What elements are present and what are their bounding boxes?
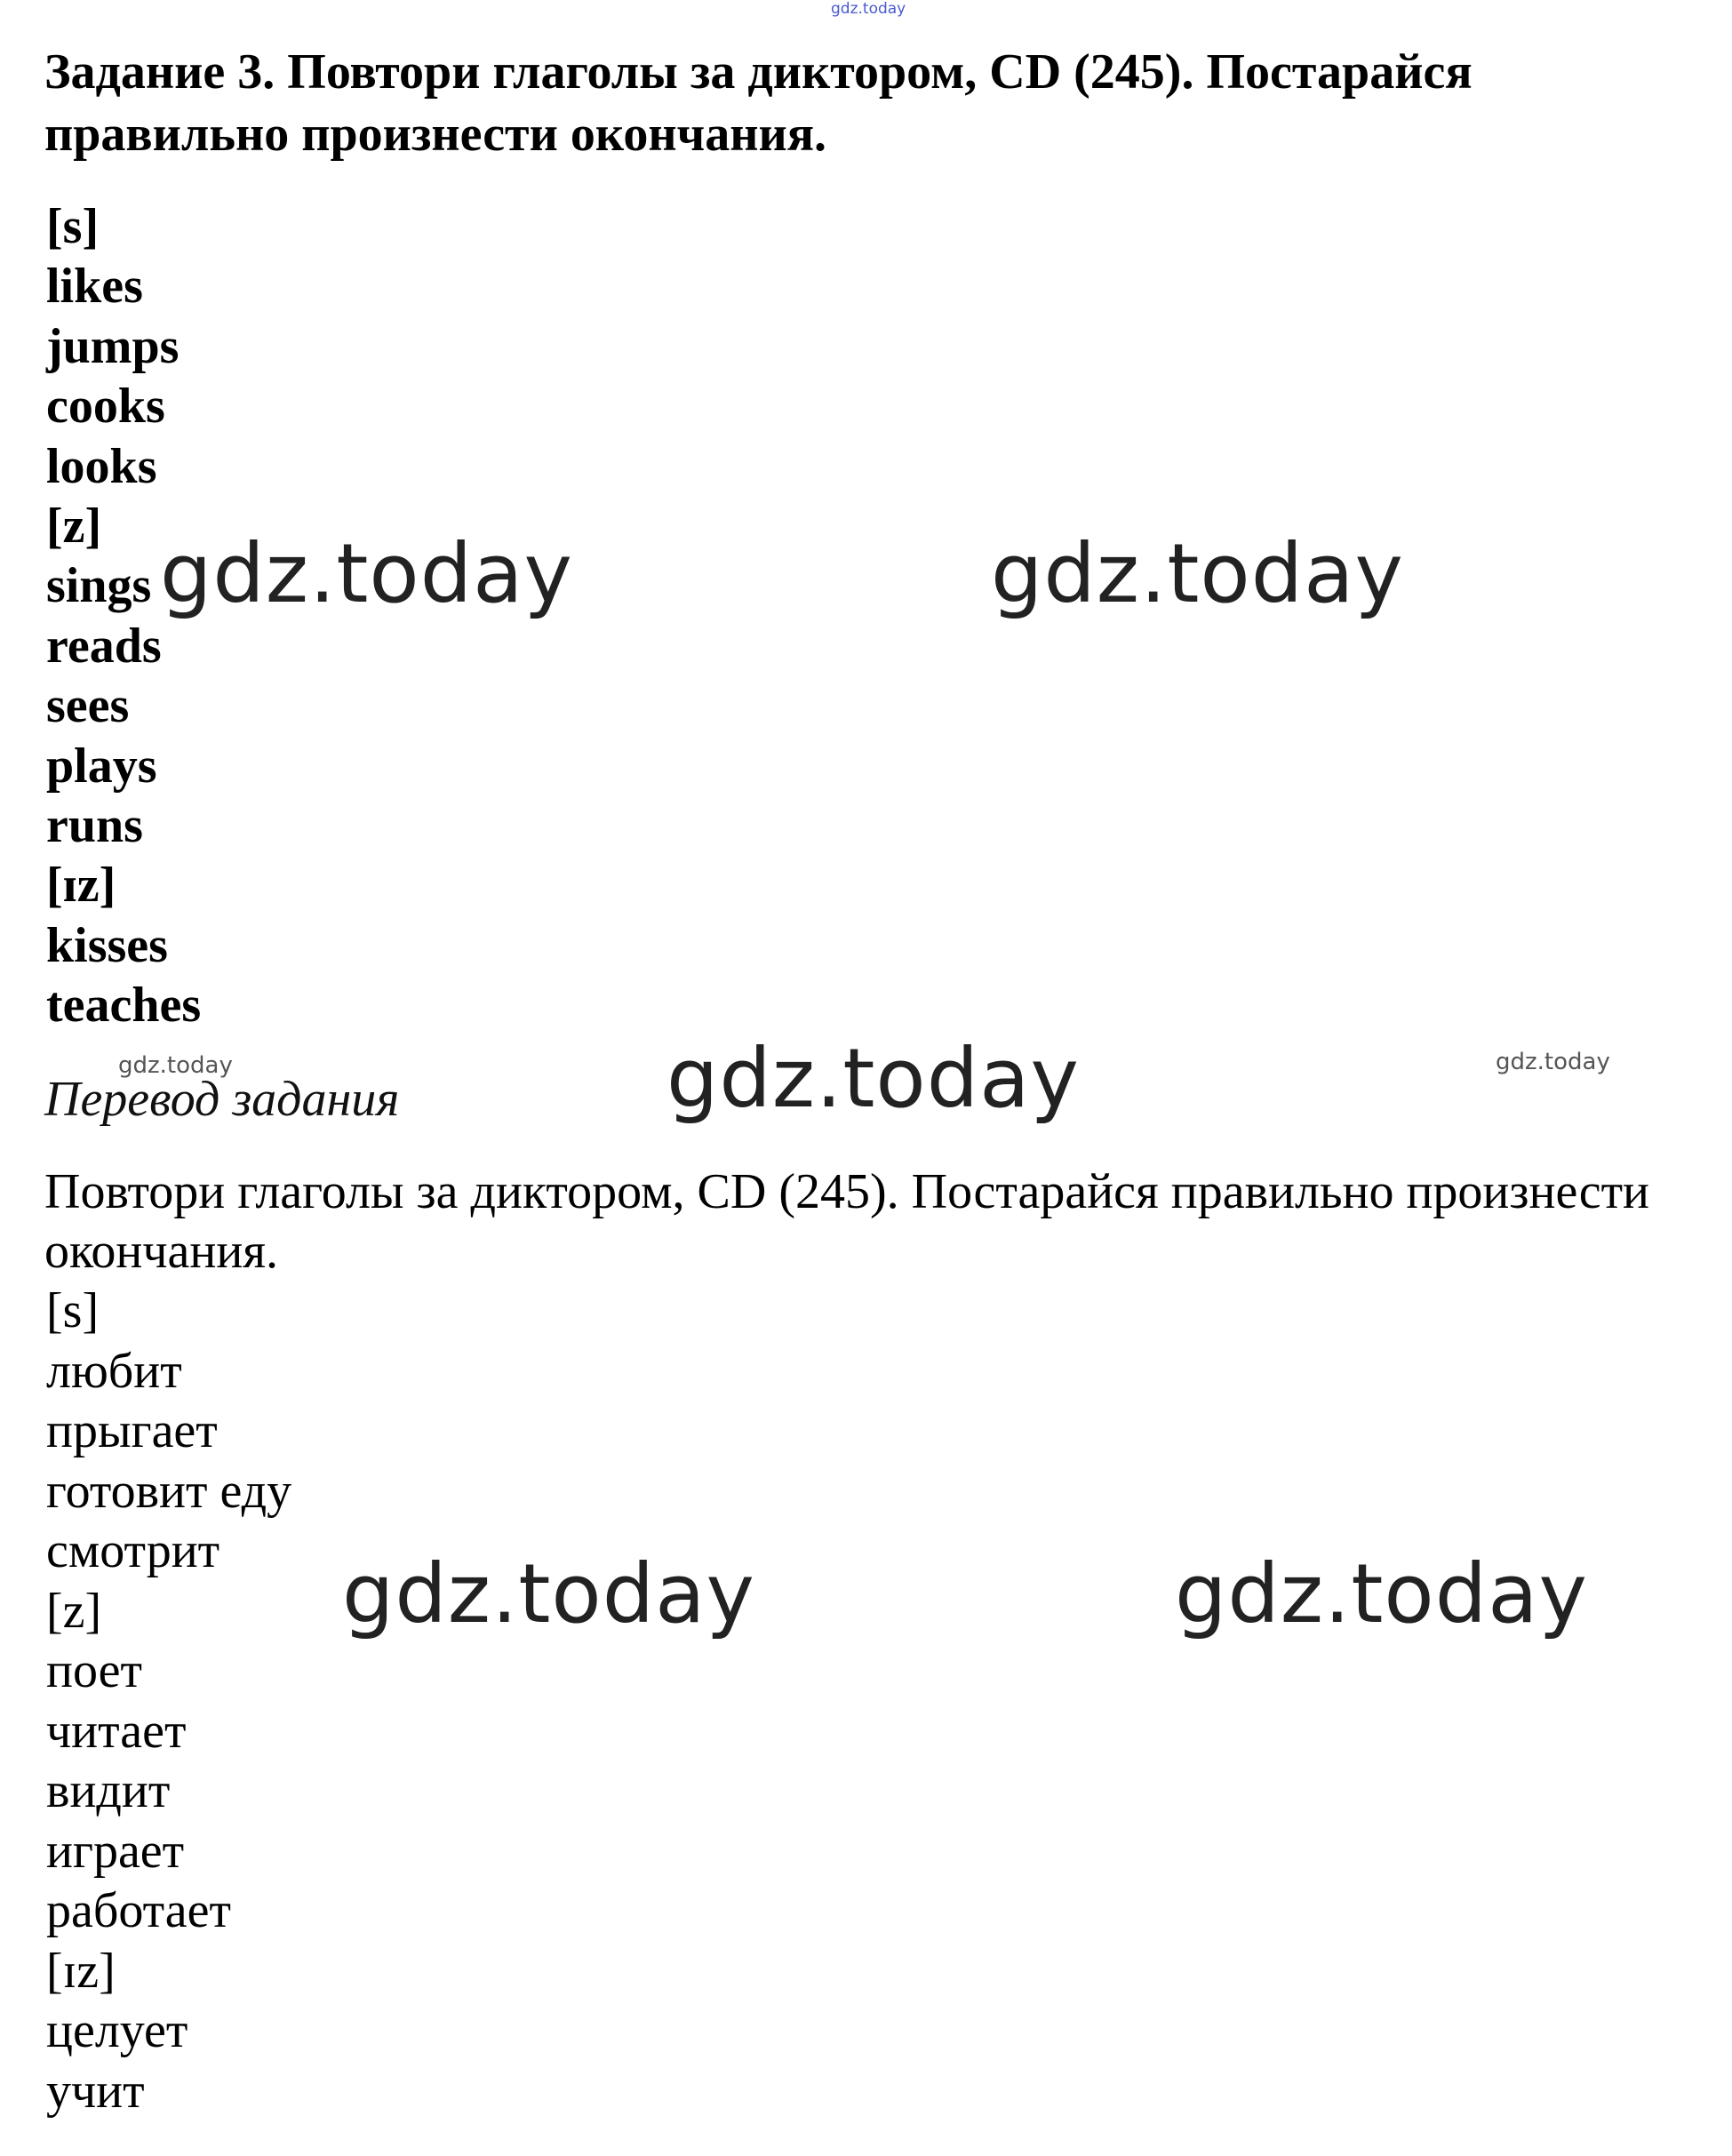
list-item: [ɪz]	[46, 1943, 116, 1999]
list-item: cooks	[46, 379, 165, 435]
english-verb-list	[46, 197, 201, 1036]
list-item: готовит еду	[46, 1463, 292, 1519]
russian-verb-list	[46, 1282, 291, 2121]
list-item: [ɪz]	[46, 858, 116, 914]
list-item: прыгает	[46, 1403, 218, 1458]
list-item: [s]	[46, 1283, 100, 1338]
list-item: [z]	[46, 499, 102, 555]
list-item: целует	[46, 2003, 188, 2058]
list-item: учит	[46, 2063, 145, 2119]
list-item: sees	[46, 678, 130, 734]
list-item: [z]	[46, 1583, 102, 1639]
list-item: смотрит	[46, 1523, 220, 1578]
translation-text: Повтори глаголы за диктором, CD (245). Постарайся правильно произнести окончания.	[44, 1164, 1650, 1279]
list-item: reads	[46, 618, 162, 674]
watermark-2: gdz.today	[991, 526, 1404, 621]
list-item: [s]	[46, 199, 100, 254]
watermark-1: gdz.today	[160, 526, 573, 621]
list-item: играет	[46, 1823, 185, 1879]
watermark-4: gdz.today	[342, 1546, 755, 1641]
list-item: читает	[46, 1703, 187, 1759]
watermark-top: gdz.today	[831, 0, 906, 18]
list-item: видит	[46, 1763, 171, 1818]
list-item: likes	[46, 259, 143, 315]
watermark-5: gdz.today	[1175, 1546, 1588, 1641]
list-item: teaches	[46, 978, 202, 1034]
watermark-small-left: gdz.today	[118, 1052, 233, 1079]
list-item: plays	[46, 738, 157, 794]
list-item: looks	[46, 438, 157, 494]
list-item: поет	[46, 1643, 142, 1698]
list-item: работает	[46, 1883, 231, 1938]
watermark-3: gdz.today	[666, 1031, 1080, 1126]
list-item: jumps	[46, 318, 180, 374]
watermark-small-right: gdz.today	[1496, 1049, 1610, 1075]
list-item: sings	[46, 558, 152, 614]
list-item: runs	[46, 798, 143, 854]
translation-title: Перевод задания	[44, 1072, 400, 1127]
list-item: kisses	[46, 917, 168, 973]
list-item: любит	[46, 1343, 182, 1399]
task-heading: Задание 3. Повтори глаголы за диктором, CD (245). Постарайся правильно произнести окончания.	[44, 44, 1473, 162]
